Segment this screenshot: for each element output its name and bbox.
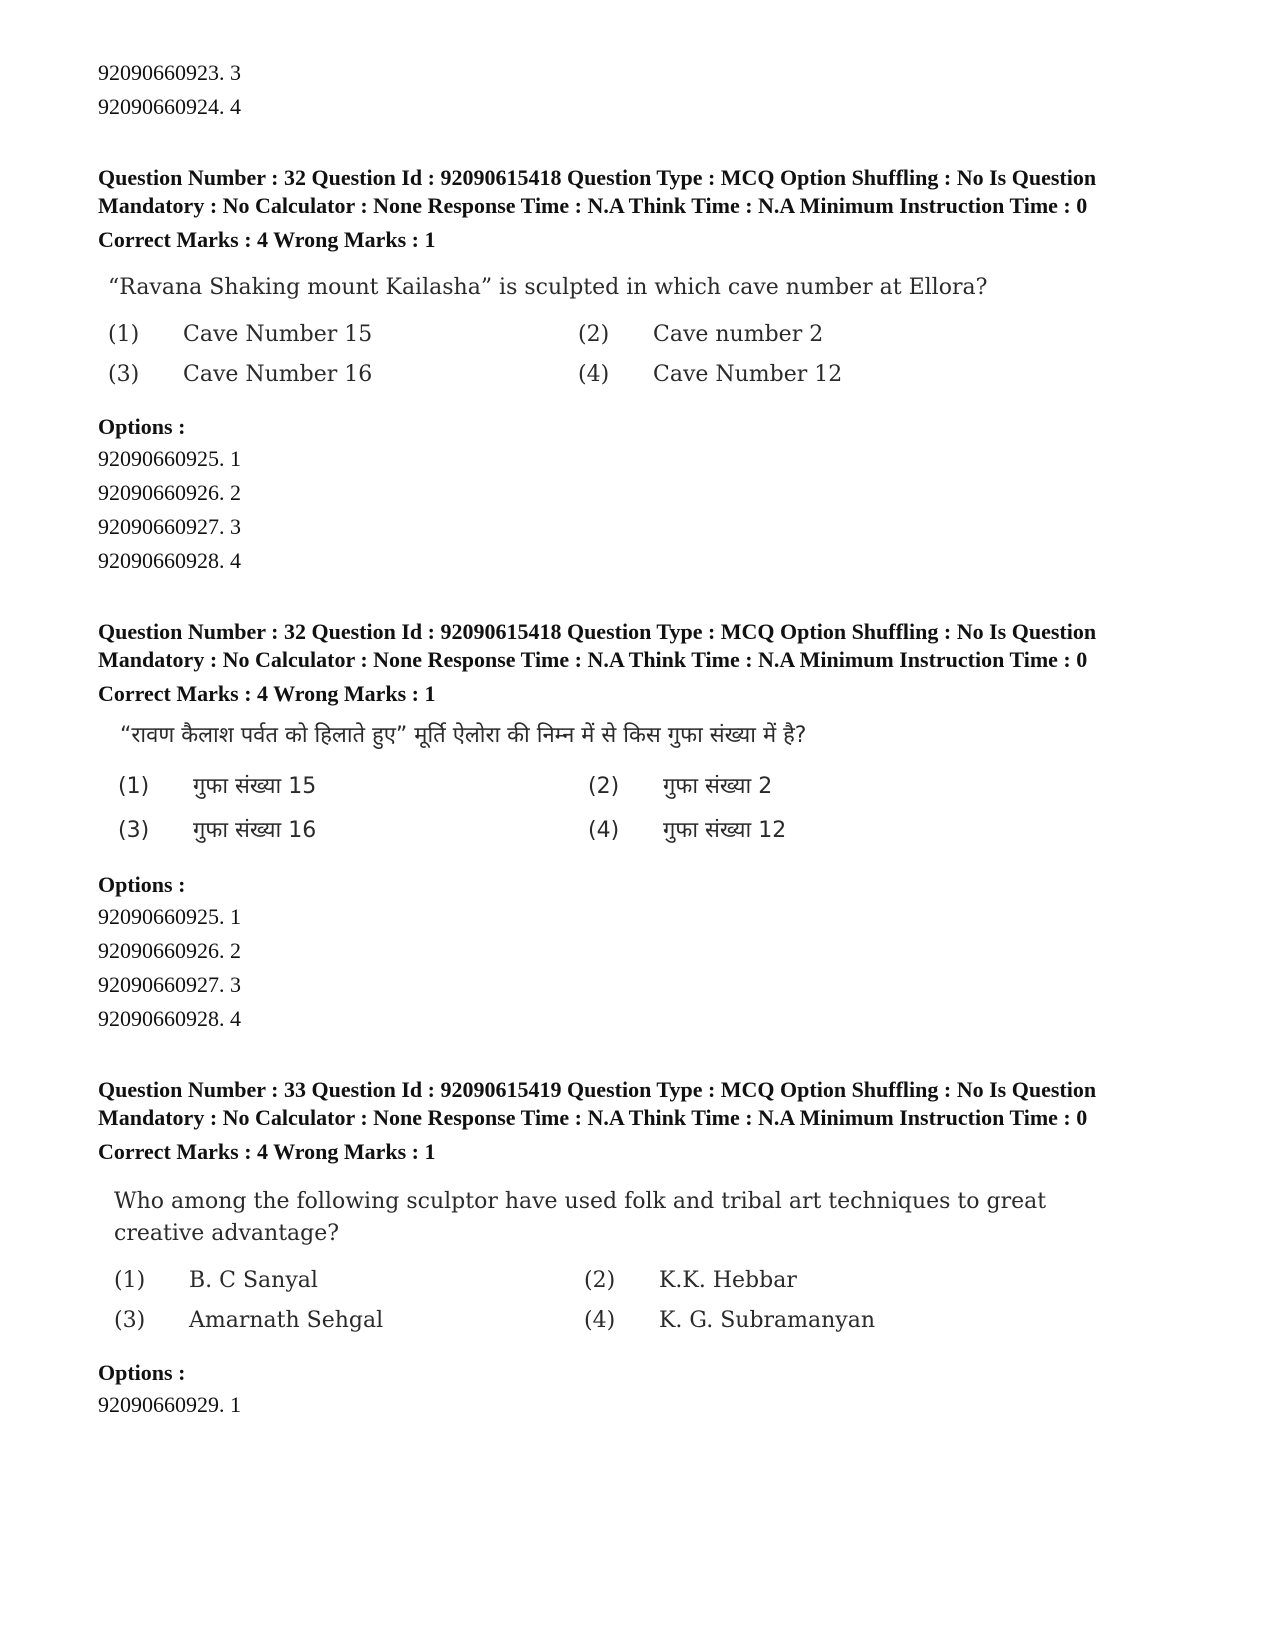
options-list [98, 442, 1188, 578]
choice-number: (1) [108, 322, 140, 347]
question-block [98, 164, 1188, 578]
answer-choice [588, 770, 1058, 804]
question-header: Question Number : 32 Question Id : 92090615418 Question Type : MCQ Option Shuffling : No Is Question Mandatory : No Calculator : None Response Time : N.A Think Time : N.A Minimum Instruction Time : 0 [98, 165, 1097, 218]
answer-choices [114, 1264, 1188, 1338]
choice-number: (3) [114, 1308, 146, 1333]
choice-text: Cave Number 16 [183, 362, 373, 387]
answer-choice [118, 814, 588, 848]
question-text: “Ravana Shaking mount Kailasha” is sculpted in which cave number at Ellora? [108, 275, 988, 300]
answer-choice [118, 770, 588, 804]
choice-text: K. G. Subramanyan [659, 1308, 876, 1333]
choice-number: (4) [584, 1308, 616, 1333]
question-header: Question Number : 33 Question Id : 92090615419 Question Type : MCQ Option Shuffling : No Is Question Mandatory : No Calculator : None Response Time : N.A Think Time : N.A Minimum Instruction Time : 0 [98, 1077, 1097, 1130]
option-line: 92090660925. 1 [98, 446, 241, 471]
choice-number: (2) [578, 322, 610, 347]
answer-choice [584, 1304, 1054, 1338]
choice-number: (1) [118, 774, 150, 799]
option-line: 92090660925. 1 [98, 904, 241, 929]
options-list [98, 1388, 1188, 1422]
question-text: “रावण कैलाश पर्वत को हिलाते हुए” मूर्ति ऐलोरा की निम्न में से किस गुफा संख्या में है? [120, 723, 807, 748]
options-label: Options : [98, 1360, 186, 1385]
choice-text: Amarnath Sehgal [189, 1308, 384, 1333]
option-line: 92090660926. 2 [98, 480, 241, 505]
choice-text: गुफा संख्या 16 [193, 818, 317, 843]
answer-choice [578, 358, 1048, 392]
choice-text: गुफा संख्या 15 [193, 774, 317, 799]
answer-choice [584, 1264, 1054, 1298]
question-block [98, 618, 1188, 1036]
option-line: 92090660927. 3 [98, 514, 241, 539]
answer-choice [114, 1304, 584, 1338]
answer-choice [108, 358, 578, 392]
answer-choice [588, 814, 1058, 848]
question-marks: Correct Marks : 4 Wrong Marks : 1 [98, 681, 436, 706]
question-block [98, 1076, 1188, 1422]
question-marks: Correct Marks : 4 Wrong Marks : 1 [98, 1139, 436, 1164]
question-marks: Correct Marks : 4 Wrong Marks : 1 [98, 227, 436, 252]
top-options-list [98, 56, 1188, 124]
choice-text: K.K. Hebbar [659, 1268, 797, 1293]
choice-text: Cave number 2 [653, 322, 824, 347]
option-line: 92090660923. 3 [98, 60, 241, 85]
question-header: Question Number : 32 Question Id : 92090615418 Question Type : MCQ Option Shuffling : No Is Question Mandatory : No Calculator : None Response Time : N.A Think Time : N.A Minimum Instruction Time : 0 [98, 619, 1097, 672]
answer-choices [108, 318, 1188, 392]
choice-text: Cave Number 12 [653, 362, 843, 387]
choice-number: (1) [114, 1268, 146, 1293]
options-list [98, 900, 1188, 1036]
choice-number: (3) [108, 362, 140, 387]
choice-number: (2) [584, 1268, 616, 1293]
document-page [98, 56, 1188, 1422]
choice-number: (3) [118, 818, 150, 843]
choice-text: गुफा संख्या 2 [663, 774, 773, 799]
choice-text: गुफा संख्या 12 [663, 818, 787, 843]
choice-number: (4) [578, 362, 610, 387]
options-label: Options : [98, 414, 186, 439]
option-line: 92090660924. 4 [98, 94, 241, 119]
option-line: 92090660928. 4 [98, 548, 241, 573]
answer-choice [578, 318, 1048, 352]
answer-choice [108, 318, 578, 352]
options-label: Options : [98, 872, 186, 897]
answer-choice [114, 1264, 584, 1298]
option-line: 92090660929. 1 [98, 1392, 241, 1417]
choice-text: B. C Sanyal [189, 1268, 318, 1293]
answer-choices [118, 770, 1188, 848]
choice-text: Cave Number 15 [183, 322, 373, 347]
option-line: 92090660926. 2 [98, 938, 241, 963]
option-line: 92090660928. 4 [98, 1006, 241, 1031]
choice-number: (2) [588, 774, 620, 799]
choice-number: (4) [588, 818, 620, 843]
option-line: 92090660927. 3 [98, 972, 241, 997]
question-text: Who among the following sculptor have used folk and tribal art techniques to great creative advantage? [114, 1189, 1047, 1246]
